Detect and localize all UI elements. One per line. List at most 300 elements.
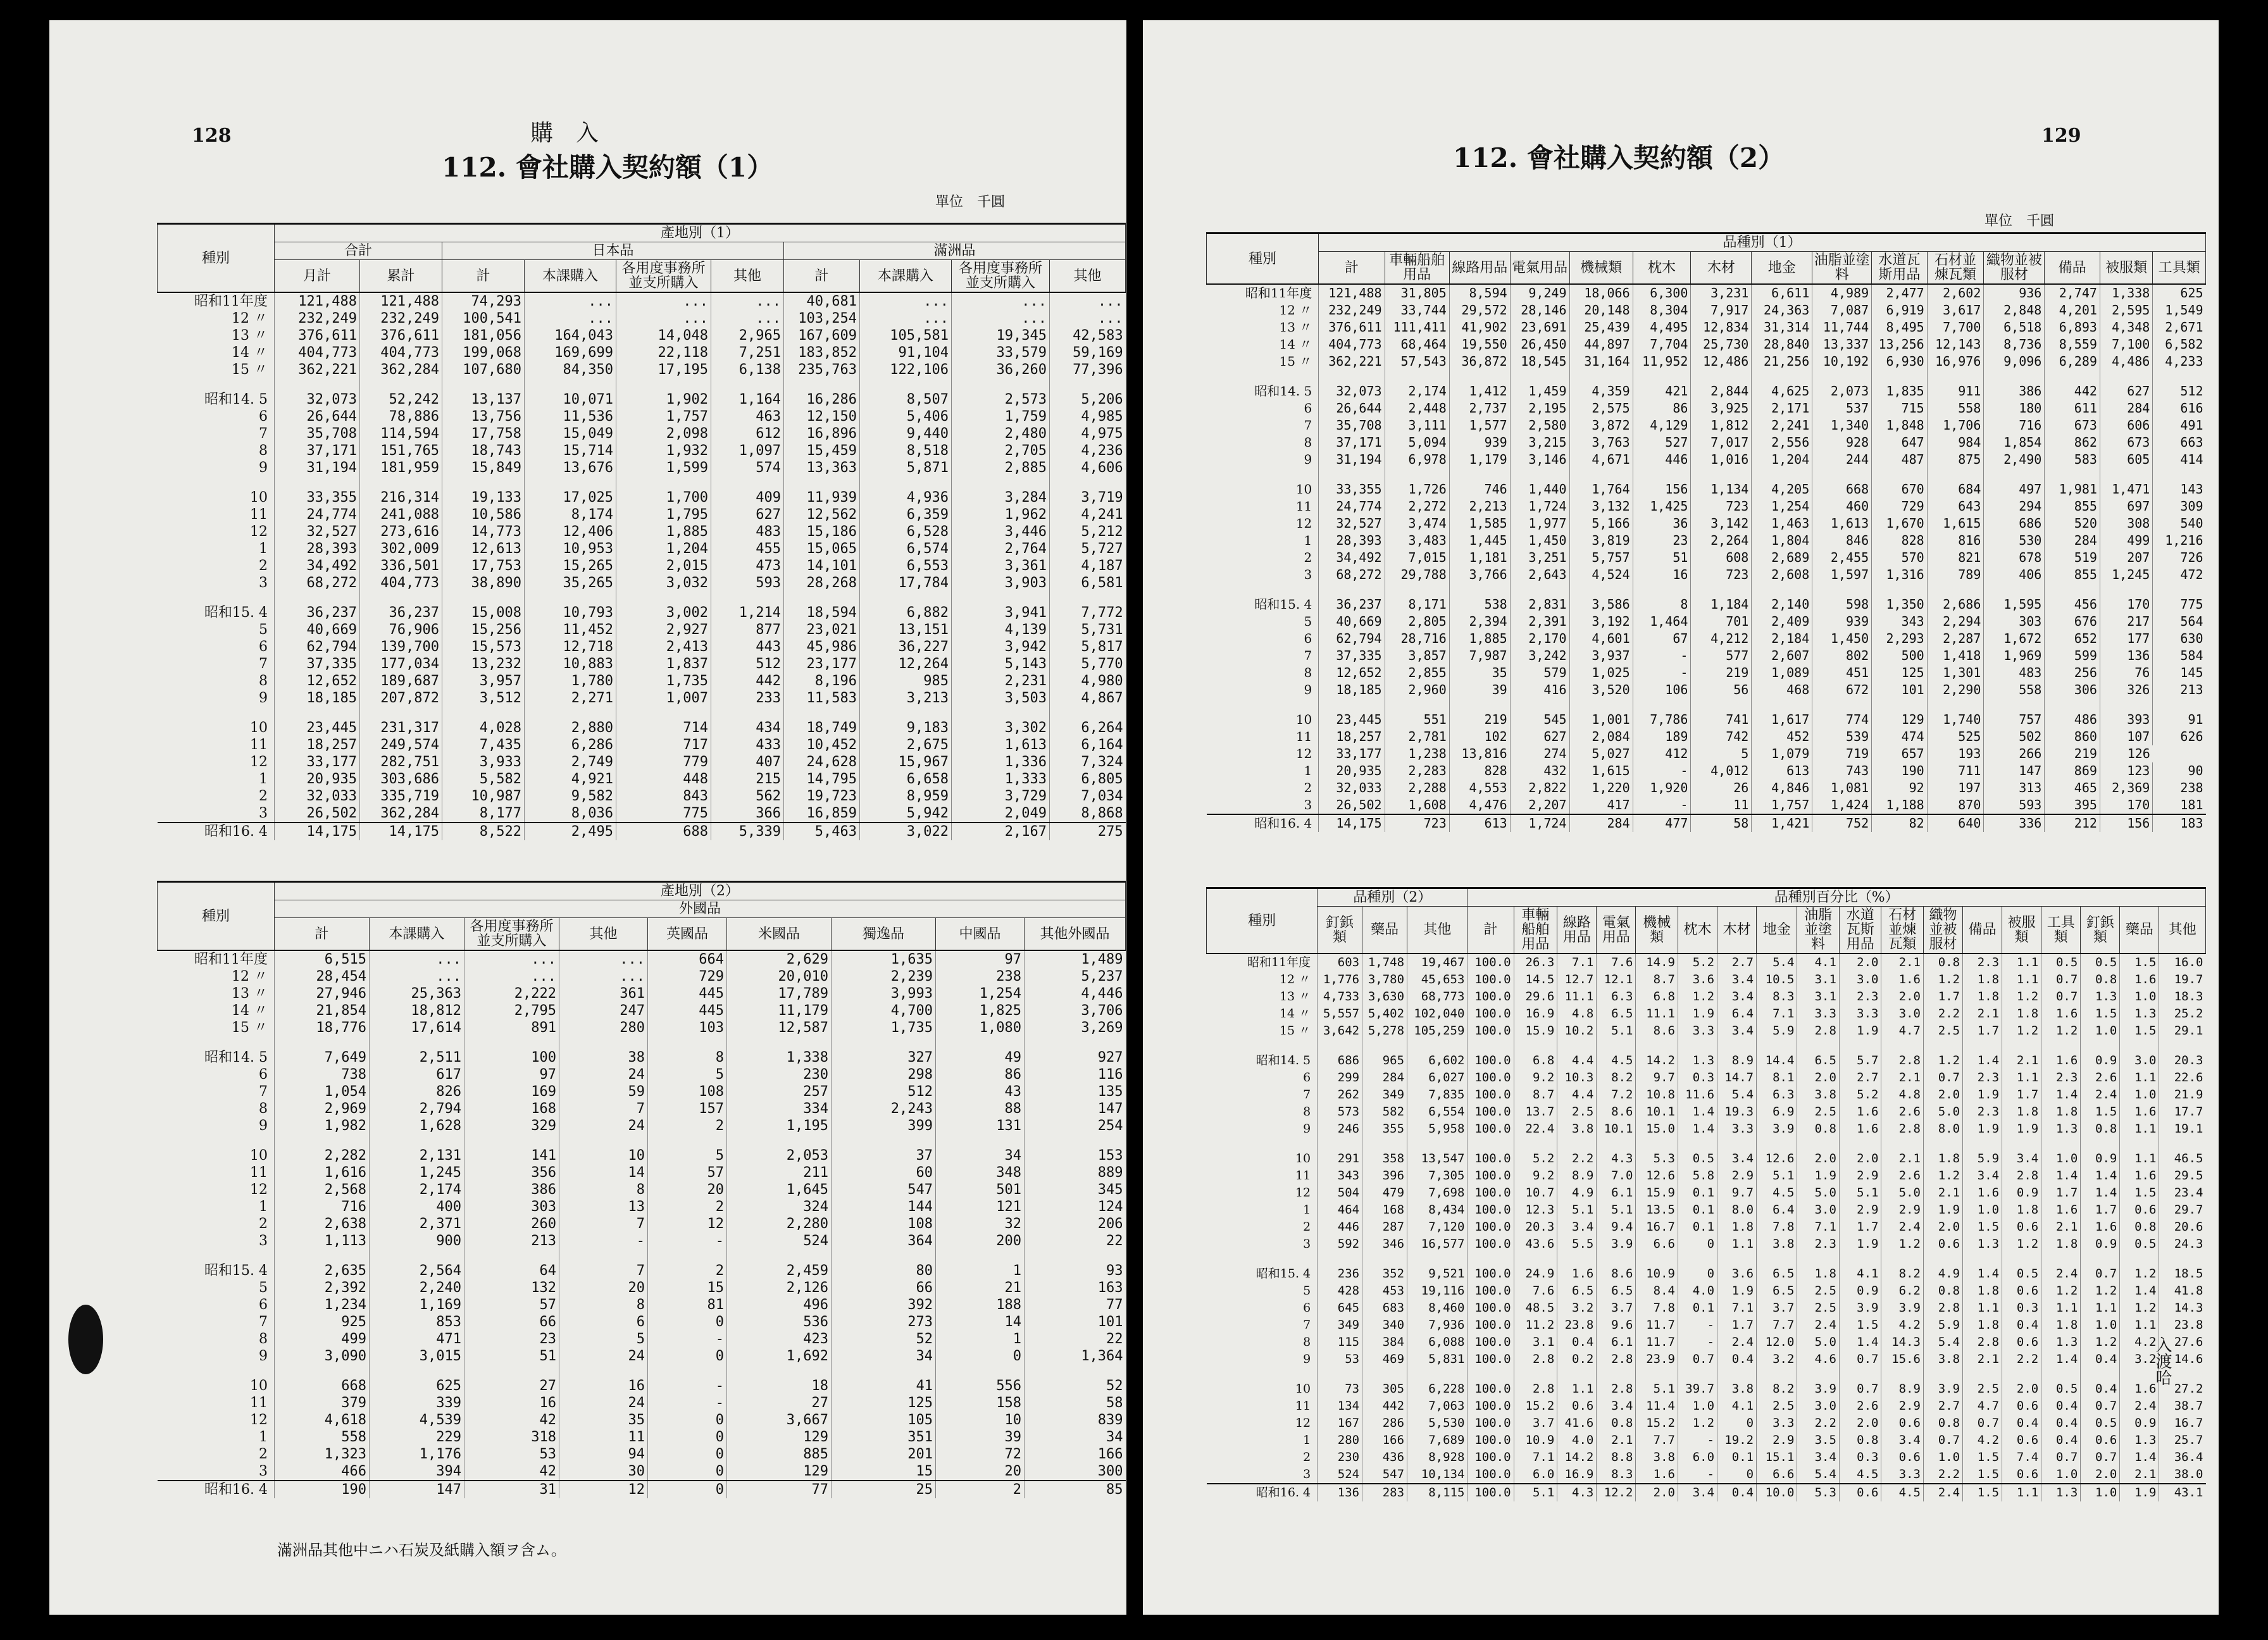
table-cell: 1.3 xyxy=(2041,1121,2081,1138)
table-cell: 15,186 xyxy=(784,523,860,540)
table-cell: 129 xyxy=(1872,711,1928,728)
table-cell xyxy=(2045,468,2100,481)
table-cell: 1,981 xyxy=(2045,481,2100,498)
table-cell: 10.8 xyxy=(1636,1086,1678,1103)
table-cell: 5,143 xyxy=(952,655,1050,673)
table-cell: 18 xyxy=(727,1377,832,1395)
table-row xyxy=(1207,1150,2206,1167)
row-label xyxy=(158,476,275,489)
table-cell: 1,113 xyxy=(275,1233,370,1250)
table-cell: 8,736 xyxy=(1984,336,2045,353)
row-label: 2 xyxy=(259,788,268,805)
table-cell: 8 xyxy=(559,1181,648,1198)
table-cell xyxy=(1636,1368,1678,1381)
table-cell: 8,559 xyxy=(2045,336,2100,353)
table-cell: 94 xyxy=(559,1446,648,1463)
table-cell: 5,831 xyxy=(1407,1351,1467,1368)
table-cell: 32,033 xyxy=(275,788,360,805)
table-cell: 2.8 xyxy=(1881,1052,1924,1069)
table-cell: 8,434 xyxy=(1407,1202,1467,1219)
table-cell: 15 xyxy=(648,1279,727,1296)
table-cell: 1,585 xyxy=(1449,515,1510,532)
table-row xyxy=(158,968,1126,985)
row-label: 9 xyxy=(259,460,268,476)
table-cell: 14 xyxy=(559,1164,648,1181)
table-cell: 512 xyxy=(2153,383,2206,400)
table-cell: 1.5 xyxy=(1963,1449,2002,1466)
table-cell: 630 xyxy=(2153,630,2206,647)
table-cell: 530 xyxy=(1984,532,2045,549)
table-cell: 2,880 xyxy=(525,719,616,736)
table-cell xyxy=(1812,699,1872,711)
table-cell: 97 xyxy=(464,1066,559,1083)
table-cell: 0.4 xyxy=(2081,1351,2120,1368)
table-cell: 168 xyxy=(464,1100,559,1117)
column-header: 累計 xyxy=(360,260,442,293)
table-cell: 35,265 xyxy=(525,575,616,592)
table-cell: 0.6 xyxy=(1881,1449,1924,1466)
column-header: 車輛船舶用品 xyxy=(1385,252,1449,285)
row-label: 昭和11年度 xyxy=(194,294,268,310)
table-cell: 217 xyxy=(2100,613,2152,630)
table-cell: 608 xyxy=(1691,549,1752,566)
table-cell: 741 xyxy=(1691,711,1752,728)
table-cell: 4,975 xyxy=(1050,425,1126,442)
table-cell: 4.6 xyxy=(1797,1351,1840,1368)
table-cell: 1,471 xyxy=(2100,481,2152,498)
column-header: 本課購入 xyxy=(370,918,464,951)
table-row xyxy=(158,1181,1126,1198)
table-cell: 0.7 xyxy=(1963,1415,2002,1432)
table-cell: 31,194 xyxy=(1319,451,1385,468)
table-cell: 151,765 xyxy=(360,442,442,459)
table-cell: 15.9 xyxy=(1636,1184,1678,1202)
table-cell: 1,616 xyxy=(275,1164,370,1181)
table-cell: 358 xyxy=(1362,1150,1407,1167)
table-cell: 324 xyxy=(727,1198,832,1215)
table-cell: 111,411 xyxy=(1385,319,1449,336)
table-cell: 5,463 xyxy=(784,823,860,840)
table-cell xyxy=(1025,1134,1126,1147)
table-cell xyxy=(2041,1138,2081,1150)
table-cell: 20,935 xyxy=(1319,762,1385,780)
table-cell: 1.0 xyxy=(2120,1086,2159,1103)
table-cell: 676 xyxy=(2045,613,2100,630)
table-cell: 24 xyxy=(559,1348,648,1365)
table-cell: 9.2 xyxy=(1514,1069,1557,1086)
table-cell: 74,293 xyxy=(442,292,525,310)
table-cell: 1,577 xyxy=(1449,417,1510,434)
table-cell: 4,618 xyxy=(275,1412,370,1429)
table-cell: 409 xyxy=(711,489,784,506)
table-cell: 12.7 xyxy=(1557,971,1597,988)
table-cell: 6,088 xyxy=(1407,1334,1467,1351)
table-cell: 613 xyxy=(1449,814,1510,832)
table-cell: 6.5 xyxy=(1557,1283,1597,1300)
table-cell: 1,463 xyxy=(1752,515,1812,532)
table-cell: 1.0 xyxy=(1963,1202,2002,1219)
table-cell: 298 xyxy=(832,1066,936,1083)
table-cell: 4,446 xyxy=(1025,985,1126,1002)
table-cell xyxy=(860,707,952,719)
table-cell xyxy=(1839,1040,1881,1052)
table-cell: 900 xyxy=(370,1233,464,1250)
table-cell: 3.0 xyxy=(1839,971,1881,988)
table-cell: 188 xyxy=(936,1296,1025,1314)
table-cell: 376,611 xyxy=(275,327,360,344)
table-cell: 1.8 xyxy=(1963,971,2002,988)
table-cell: 1,234 xyxy=(275,1296,370,1314)
table-cell: 201 xyxy=(832,1446,936,1463)
table-cell xyxy=(1752,583,1812,596)
table-cell xyxy=(1510,583,1569,596)
table-cell: 4,846 xyxy=(1752,780,1812,797)
table-cell: 100.0 xyxy=(1467,1022,1514,1040)
table-cell: 26 xyxy=(1691,780,1752,797)
table-cell: 686 xyxy=(1318,1052,1362,1069)
table-row xyxy=(158,1377,1126,1395)
table-cell: 8,115 xyxy=(1407,1484,1467,1501)
column-header: 其他 xyxy=(1050,260,1126,293)
table-cell: 491 xyxy=(2153,417,2206,434)
table-cell: 3.7 xyxy=(1597,1300,1636,1317)
table-cell: 57 xyxy=(648,1164,727,1181)
row-label: 昭和15. 4 xyxy=(1256,1267,1311,1281)
table-row xyxy=(158,1117,1126,1134)
table-cell: 254 xyxy=(1025,1117,1126,1134)
table-cell: 129 xyxy=(727,1463,832,1481)
table-cell: 738 xyxy=(275,1066,370,1083)
table-cell: 11.1 xyxy=(1636,1005,1678,1022)
table-cell: 90 xyxy=(2153,762,2206,780)
table-cell: - xyxy=(648,1395,727,1412)
table-cell: 0.8 xyxy=(1923,1283,1962,1300)
table-cell: 215 xyxy=(711,771,784,788)
table-cell: 2,848 xyxy=(1984,302,2045,319)
table-cell: 7,649 xyxy=(275,1049,370,1066)
column-header: 其他 xyxy=(2159,907,2206,954)
table-cell: 6,286 xyxy=(525,736,616,754)
table-cell: 1.1 xyxy=(2002,971,2041,988)
table-cell: 7,936 xyxy=(1407,1317,1467,1334)
table-cell: 16,577 xyxy=(1407,1236,1467,1253)
table-cell xyxy=(727,1134,832,1147)
row-label: 昭和11年度 xyxy=(1245,285,1312,301)
table-cell: 76 xyxy=(2100,664,2152,681)
table-cell xyxy=(2002,1138,2041,1150)
table-cell: 1,757 xyxy=(1752,797,1812,814)
table-cell xyxy=(1717,1138,1757,1150)
table-cell: 1.9 xyxy=(2002,1121,2041,1138)
table-cell: ... xyxy=(616,292,711,310)
table-cell xyxy=(616,592,711,604)
table-cell: 103,254 xyxy=(784,310,860,327)
table-cell: 42 xyxy=(464,1412,559,1429)
table-cell: 0.3 xyxy=(1839,1449,1881,1466)
table-cell: 504 xyxy=(1318,1184,1362,1202)
table-cell: 1.3 xyxy=(2081,988,2120,1005)
table-cell: 1.0 xyxy=(1923,1449,1962,1466)
table-cell: 473 xyxy=(711,557,784,575)
table-cell: 181,959 xyxy=(360,459,442,476)
table-cell: 5,212 xyxy=(1050,523,1126,540)
table-cell: 2.1 xyxy=(1881,1069,1924,1086)
table-cell: 262 xyxy=(1318,1086,1362,1103)
column-header: 其他 xyxy=(711,260,784,293)
table-cell: 2.9 xyxy=(1881,1202,1924,1219)
table-cell: 5.9 xyxy=(1757,1022,1797,1040)
table-cell: 19.1 xyxy=(2159,1121,2206,1138)
table-cell: 362,221 xyxy=(275,361,360,378)
table-cell: 3,933 xyxy=(442,754,525,771)
table-cell: 1.8 xyxy=(2002,1202,2041,1219)
table-cell: 78,886 xyxy=(360,408,442,425)
table-row xyxy=(1207,549,2206,566)
table-row xyxy=(1207,681,2206,699)
table-cell: ... xyxy=(952,310,1050,327)
row-label: 7 xyxy=(259,1084,268,1100)
table-cell: 32,073 xyxy=(1319,383,1385,400)
table-cell: 0.8 xyxy=(1923,954,1962,971)
table-cell: 1.6 xyxy=(2041,1202,2081,1219)
table-cell: 10.5 xyxy=(1757,971,1797,988)
table-cell xyxy=(1797,1368,1840,1381)
table-cell: 697 xyxy=(2100,498,2152,515)
table-cell: 11,583 xyxy=(784,690,860,707)
table-cell: 453 xyxy=(1362,1283,1407,1300)
table-cell xyxy=(2045,699,2100,711)
table-cell: 7,435 xyxy=(442,736,525,754)
table-cell: 100.0 xyxy=(1467,1415,1514,1432)
row-label: 2 xyxy=(259,558,268,575)
table-cell: 12.0 xyxy=(1757,1334,1797,1351)
table-cell: 33,579 xyxy=(952,344,1050,361)
row-label: 8 xyxy=(259,1101,268,1117)
table-cell xyxy=(1569,699,1633,711)
table-cell: 180 xyxy=(1984,400,2045,417)
table-cell: 5.0 xyxy=(1797,1184,1840,1202)
table-cell: 4,921 xyxy=(525,771,616,788)
table-row xyxy=(1207,988,2206,1005)
table-cell: 1,340 xyxy=(1812,417,1872,434)
table-cell: 233 xyxy=(711,690,784,707)
table-cell: 11.4 xyxy=(1636,1398,1678,1415)
table-cell: 8 xyxy=(559,1296,648,1314)
table-cell: 216,314 xyxy=(360,489,442,506)
row-label: 10 xyxy=(250,1148,268,1164)
table-cell: 1,079 xyxy=(1752,745,1812,762)
table-cell: 5.1 xyxy=(1557,1202,1597,1219)
table-cell: 7.1 xyxy=(1757,1005,1797,1022)
table-row xyxy=(1207,1398,2206,1415)
table-cell: 16,859 xyxy=(784,805,860,823)
table-cell: 0.8 xyxy=(2120,1219,2159,1236)
table-cell: 1,080 xyxy=(936,1019,1025,1036)
table-cell: 4.0 xyxy=(1557,1432,1597,1449)
table-cell: 0.5 xyxy=(2081,954,2120,971)
table-cell: 3,630 xyxy=(1362,988,1407,1005)
row-label: 昭和14. 5 xyxy=(204,392,268,408)
table-cell: 10,793 xyxy=(525,604,616,621)
table-cell: 6,515 xyxy=(275,950,370,968)
table-cell: 1,195 xyxy=(727,1117,832,1134)
table-cell: 33,355 xyxy=(275,489,360,506)
table-cell: 0.4 xyxy=(2081,1381,2120,1398)
table-cell: 19,345 xyxy=(952,327,1050,344)
table-cell: 38.0 xyxy=(2159,1466,2206,1484)
table-row xyxy=(158,1215,1126,1233)
row-label: 12 〃 xyxy=(232,969,268,985)
table-cell: 1,706 xyxy=(1927,417,1984,434)
table-cell xyxy=(1717,1040,1757,1052)
table-cell: 1,932 xyxy=(616,442,711,459)
table-cell: 3.4 xyxy=(1557,1219,1597,1236)
table-cell: 0.9 xyxy=(2002,1184,2041,1202)
table-cell: 3,872 xyxy=(1569,417,1633,434)
table-cell: 5.0 xyxy=(1923,1103,1962,1121)
table-cell: 1.8 xyxy=(2041,1103,2081,1121)
table-cell: 775 xyxy=(616,805,711,823)
table-cell xyxy=(1839,1253,1881,1265)
table-cell: 100.0 xyxy=(1467,1103,1514,1121)
table-cell: 77 xyxy=(1025,1296,1126,1314)
table-cell: 2,131 xyxy=(370,1147,464,1164)
table-row xyxy=(1207,711,2206,728)
table-row xyxy=(1207,647,2206,664)
table-cell: 16.9 xyxy=(1557,1466,1597,1484)
table-cell: 24,774 xyxy=(1319,498,1385,515)
table-cell xyxy=(1872,583,1928,596)
table-cell xyxy=(1691,699,1752,711)
table-cell: 193 xyxy=(1927,745,1984,762)
table-cell: 3.2 xyxy=(1557,1300,1597,1317)
table-cell: 16 xyxy=(464,1395,559,1412)
table-cell: 100.0 xyxy=(1467,1069,1514,1086)
table-cell: 14,175 xyxy=(360,823,442,840)
table-row xyxy=(158,823,1126,840)
table-cell: 168 xyxy=(1362,1202,1407,1219)
table-cell: 1,617 xyxy=(1752,711,1812,728)
table-cell: 0.7 xyxy=(1678,1351,1717,1368)
table-cell: 3,446 xyxy=(952,523,1050,540)
table-cell: 3,022 xyxy=(860,823,952,840)
table-cell: 2,015 xyxy=(616,557,711,575)
table-cell: 39.7 xyxy=(1678,1381,1717,1398)
table-cell: 1,595 xyxy=(1984,596,2045,613)
table-cell: 9.6 xyxy=(1597,1317,1636,1334)
table-cell xyxy=(2100,370,2152,383)
table-cell: ... xyxy=(559,968,648,985)
table-cell: 1.6 xyxy=(2120,1167,2159,1184)
table-cell: 2,394 xyxy=(1449,613,1510,630)
table-cell: 525 xyxy=(1927,728,1984,745)
table-cell: 1.2 xyxy=(1923,1052,1962,1069)
row-label: 5 xyxy=(1303,1284,1311,1298)
row-label xyxy=(1207,1368,1318,1381)
row-header: 種別 xyxy=(1207,888,1318,954)
table-cell: 21.9 xyxy=(2159,1086,2206,1103)
table-cell xyxy=(2081,1253,2120,1265)
table-cell: 2,607 xyxy=(1752,647,1812,664)
table-cell: 8,507 xyxy=(860,391,952,408)
table-cell: 207 xyxy=(2100,549,2152,566)
table-cell: 100.0 xyxy=(1467,1351,1514,1368)
table-cell: 421 xyxy=(1633,383,1691,400)
table-cell: 1.8 xyxy=(1717,1219,1757,1236)
table-cell: 471 xyxy=(370,1331,464,1348)
table-cell: 100 xyxy=(464,1049,559,1066)
table-cell: 2.2 xyxy=(1923,1005,1962,1022)
table-cell: 77,396 xyxy=(1050,361,1126,378)
table-cell xyxy=(360,592,442,604)
table-cell: 7.2 xyxy=(1597,1086,1636,1103)
table-cell: 4.3 xyxy=(1597,1150,1636,1167)
table-cell: 26,450 xyxy=(1510,336,1569,353)
table-cell: 5.0 xyxy=(1797,1334,1840,1351)
table-cell: 31 xyxy=(464,1481,559,1498)
table-cell: 5.7 xyxy=(1839,1052,1881,1069)
table-row xyxy=(158,540,1126,557)
table-cell: ... xyxy=(525,310,616,327)
table-cell: ... xyxy=(860,310,952,327)
table-cell: 0.4 xyxy=(2041,1398,2081,1415)
table-cell: 294 xyxy=(1984,498,2045,515)
row-label: 7 xyxy=(259,426,268,442)
table-cell: 336,501 xyxy=(360,557,442,575)
table-cell xyxy=(1385,583,1449,596)
table-cell: 19,723 xyxy=(784,788,860,805)
table-cell: 538 xyxy=(1449,596,1510,613)
table-cell: 4.9 xyxy=(1923,1265,1962,1283)
table-cell: 11,179 xyxy=(727,1002,832,1019)
table-cell: 399 xyxy=(832,1117,936,1134)
table-cell: 0.6 xyxy=(1557,1398,1597,1415)
table-cell: 13 xyxy=(559,1198,648,1215)
table-cell: 5,871 xyxy=(860,459,952,476)
table-cell: 1,204 xyxy=(616,540,711,557)
table-cell: 5,727 xyxy=(1050,540,1126,557)
table-row xyxy=(158,361,1126,378)
table-cell: 0.2 xyxy=(1557,1351,1597,1368)
table-row xyxy=(158,1164,1126,1181)
table-cell: 2.3 xyxy=(1839,988,1881,1005)
table-cell: 2.5 xyxy=(1757,1398,1797,1415)
table-cell: 2,413 xyxy=(616,638,711,655)
row-label: 11 xyxy=(250,507,268,523)
table-cell: 8,928 xyxy=(1407,1449,1467,1466)
table-cell: 1,599 xyxy=(616,459,711,476)
table-cell: 36,237 xyxy=(360,604,442,621)
table-row xyxy=(1207,1086,2206,1103)
table-cell: 22 xyxy=(1025,1233,1126,1250)
table-cell: - xyxy=(648,1331,727,1348)
table-cell: 6,359 xyxy=(860,506,952,523)
table-cell: 2,781 xyxy=(1385,728,1449,745)
table-cell: 433 xyxy=(711,736,784,754)
table-cell: 213 xyxy=(464,1233,559,1250)
table-row xyxy=(158,1250,1126,1262)
table-cell xyxy=(1407,1253,1467,1265)
table-cell: 6,027 xyxy=(1407,1069,1467,1086)
table-cell: 200 xyxy=(936,1233,1025,1250)
margin-handwriting: 入渡哈 xyxy=(2153,1336,2172,1386)
table-cell: 68,464 xyxy=(1385,336,1449,353)
table-cell: 2,049 xyxy=(952,805,1050,823)
table-cell: 564 xyxy=(2153,613,2206,630)
table-cell: 5.4 xyxy=(1757,954,1797,971)
table-cell: 2.6 xyxy=(1839,1398,1881,1415)
table-cell: 6,574 xyxy=(860,540,952,557)
